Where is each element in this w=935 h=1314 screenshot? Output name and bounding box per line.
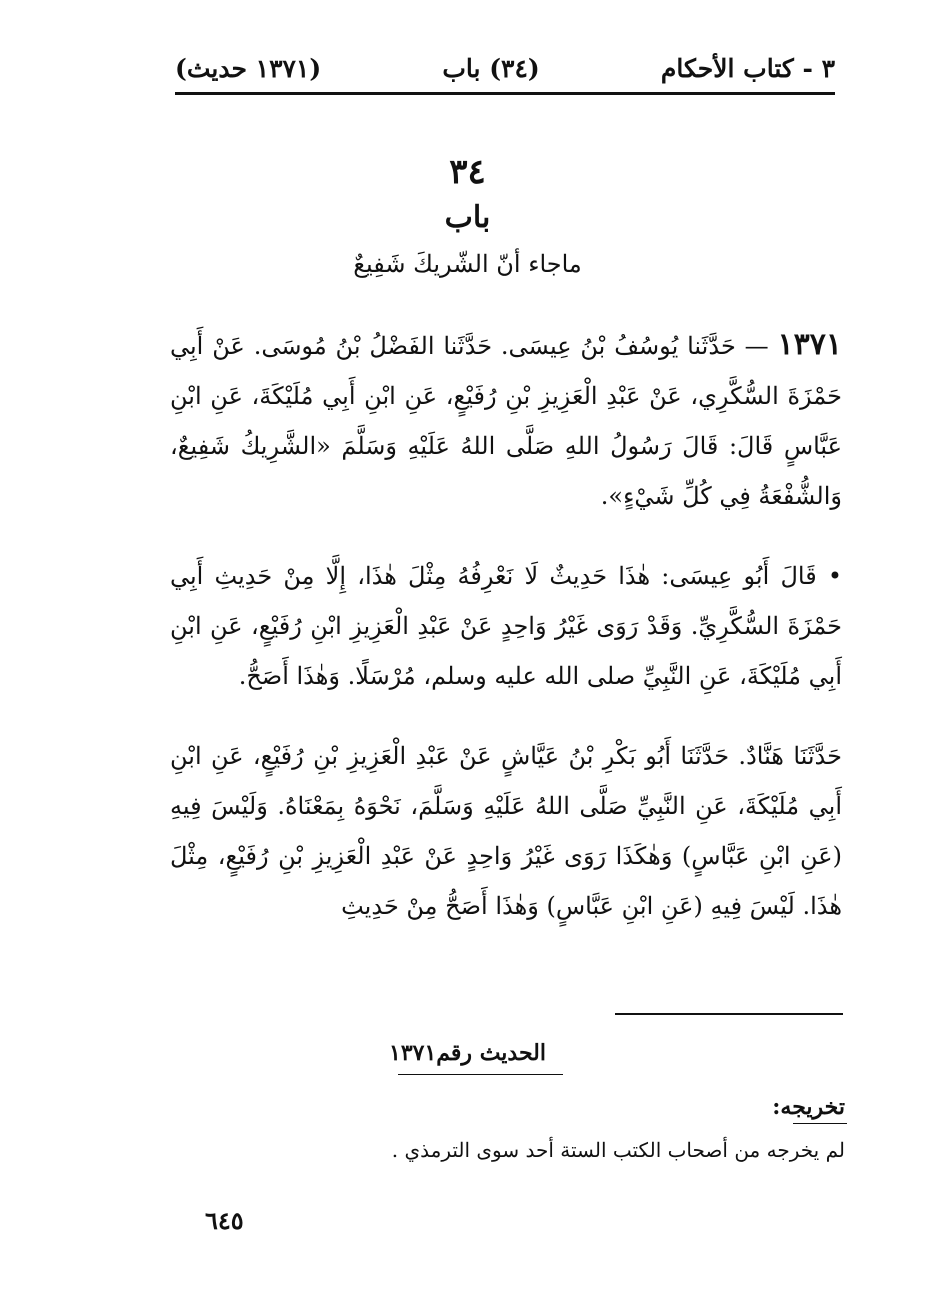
hadith-paragraph (170, 320, 842, 521)
commentary-paragraph: • قَالَ أَبُو عِيسَى: هٰذَا حَدِيثٌ لَا نَعْرِفُهُ مِثْلَ هٰذَا، إِلَّا مِنْ حَدِيثِ أَبِي حَمْزَةَ السُّكَّرِيِّ. وَقَدْ رَوَى غَيْرُ وَاحِدٍ عَنْ عَبْدِ الْعَزِيزِ ابْنِ رُفَيْعٍ، عَنِ ابْنِ أَبِي مُلَيْكَةَ، عَنِ النَّبِيِّ صلى الله عليه وسلم، مُرْسَلًا. وَهٰذَا أَصَحُّ. (170, 562, 842, 690)
reference-underline (398, 1074, 563, 1075)
takhrij-label: تخريجه: (772, 1094, 845, 1120)
footnote-rule (615, 1013, 843, 1015)
takhrij-underline (793, 1123, 847, 1124)
chapter-title: ماجاء أنّ الشّريكَ شَفِيعٌ (353, 250, 582, 278)
chapter-number: ٣٤ (449, 152, 486, 192)
running-header (175, 48, 835, 88)
footnote-reference: الحديث رقم١٣٧١ (389, 1040, 546, 1066)
chapter-heading: باب (444, 200, 491, 235)
header-hadith-range: (١٣٧١ حديث) (175, 53, 322, 83)
hadith-number: ١٣٧١ (777, 327, 842, 362)
takhrij-text: لم يخرجه من أصحاب الكتب الستة أحد سوى الترمذي . (391, 1138, 845, 1162)
hadith-text: — حَدَّثَنا يُوسُفُ بْنُ عِيسَى. حَدَّثَنا الفَضْلُ بْنُ مُوسَى. عَنْ أَبِي حَمْزَةَ السُّكَّرِي، عَنْ عَبْدِ الْعَزِيزِ بْنِ رُفَيْعٍ، عَنِ ابْنِ أَبِي مُلَيْكَةَ، عَنِ ابْنِ عَبَّاسٍ قَالَ: قَالَ رَسُولُ اللهِ صَلَّى اللهُ عَلَيْهِ وَسَلَّمَ «الشَّرِيكُ شَفِيعٌ، وَالشُّفْعَةُ فِي كُلِّ شَيْءٍ». (170, 332, 842, 510)
header-rule (175, 92, 835, 95)
page-number: ٦٤٥ (205, 1206, 244, 1235)
main-text (170, 320, 842, 931)
chain-paragraph: حَدَّثَنَا هَنَّادٌ. حَدَّثَنَا أَبُو بَكْرِ بْنُ عَيَّاشٍ عَنْ عَبْدِ الْعَزِيزِ بْنِ رُفَيْعٍ، عَنِ ابْنِ أَبِي مُلَيْكَةَ، عَنِ النَّبِيِّ صَلَّى اللهُ عَلَيْهِ وَسَلَّمَ، نَحْوَهُ بِمَعْنَاهُ. وَلَيْسَ فِيهِ (عَنِ ابْنِ عَبَّاسٍ) وَهٰكَذَا رَوَى غَيْرُ وَاحِدٍ عَنْ عَبْدِ الْعَزِيزِ بْنِ رُفَيْعٍ، مِثْلَ هٰذَا. لَيْسَ فِيهِ (عَنِ ابْنِ عَبَّاسٍ) وَهٰذَا أَصَحُّ مِنْ حَدِيثِ (170, 742, 842, 920)
header-chapter: (٣٤) باب (442, 53, 540, 83)
header-book-title: ٣ - كتاب الأحكام (660, 53, 835, 83)
